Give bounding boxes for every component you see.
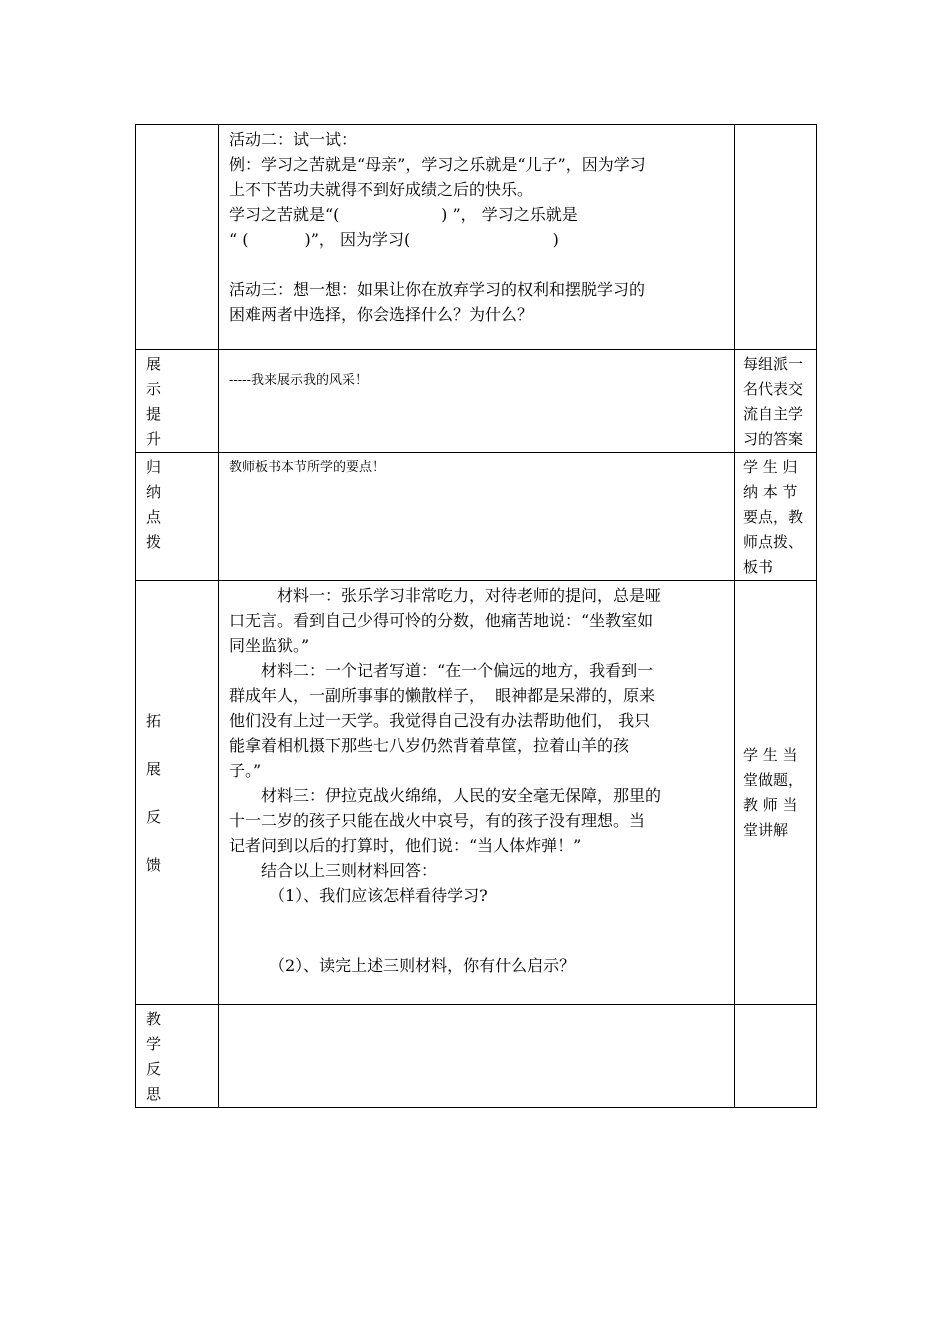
label-char: 反 (146, 807, 162, 826)
display-note-cell (735, 350, 817, 453)
note-line: 堂做题， (743, 770, 804, 789)
material3-line: 材料三：伊拉克战火绵绵，人民的安全毫无保障，那里的 (261, 786, 662, 805)
label-char: 示 (146, 380, 162, 398)
note-line: 习的答案 (743, 430, 804, 448)
note-line: 学 生 归 (743, 458, 798, 476)
summary-row (136, 453, 817, 581)
label-char: 归 (146, 458, 162, 476)
label-char: 拓 (146, 711, 162, 730)
summary-text: 教师板书本节所学的要点！ (229, 460, 386, 475)
example-line: 上不下苦功夫就得不到好成绩之后的快乐。 (229, 180, 534, 199)
note-line: 师点拨、 (743, 533, 804, 551)
example-line: 例：学习之苦就是“母亲”，学习之乐就是“儿子”，因为学习 (229, 155, 646, 174)
material2-line: 群成年人，一副所事事的懒散样子， 眼神都是呆滞的，原来 (229, 686, 656, 705)
extension-note-cell (735, 581, 817, 1005)
label-char: 点 (146, 508, 162, 526)
note-line: 流自主学 (743, 405, 804, 423)
label-char: 教 (146, 1010, 162, 1028)
label-char: 升 (146, 430, 162, 448)
material1-line: 同坐监狱。” (229, 636, 310, 655)
question-2: （2）、读完上述三则材料，你有什么启示？ (269, 956, 576, 975)
reflection-note-cell (735, 1005, 817, 1108)
reflection-label-cell (136, 1005, 219, 1108)
note-line: 纳 本 节 (743, 483, 798, 501)
material3-line: 记者问到以后的打算时，他们说：“当人体炸弹！” (229, 836, 582, 855)
question-1: （1）、我们应该怎样看待学习? (269, 886, 488, 905)
note-line: 要点，教 (743, 508, 804, 526)
activity-row (136, 125, 817, 350)
activity-content-cell (219, 125, 735, 350)
label-char: 纳 (146, 483, 162, 501)
reflection-row (136, 1005, 817, 1108)
note-line: 教 师 当 (743, 795, 798, 814)
note-line: 堂讲解 (743, 820, 789, 839)
summary-label-cell (136, 453, 219, 581)
fill-blank-line: “ ( )”， 因为学习( ) (229, 230, 559, 249)
answer-prompt: 结合以上三则材料回答： (261, 861, 438, 880)
lesson-plan-table (135, 124, 817, 1108)
material1-line: 材料一：张乐学习非常吃力，对待老师的提问，总是哑 (277, 586, 662, 605)
label-char: 馈 (146, 855, 162, 874)
activity-label-cell (136, 125, 219, 350)
display-content-cell (219, 350, 735, 453)
label-char: 拨 (146, 533, 162, 551)
summary-note-cell (735, 453, 817, 581)
extension-content-cell (219, 581, 735, 1005)
activity2-title: 活动二：试一试： (229, 130, 358, 149)
note-line: 板书 (743, 558, 774, 576)
summary-content-cell (219, 453, 735, 581)
material2-line: 子。” (229, 761, 262, 780)
label-char: 学 (146, 1035, 162, 1053)
activity3-line: 困难两者中选择，你会选择什么？为什么？ (229, 305, 534, 324)
fill-blank-line: 学习之苦就是“( ) ”， 学习之乐就是 (229, 205, 578, 224)
label-char: 展 (146, 759, 162, 778)
material2-line: 能拿着相机摄下那些七八岁仍然背着草筐，拉着山羊的孩 (229, 736, 630, 755)
label-char: 反 (146, 1060, 162, 1078)
label-char: 思 (146, 1085, 162, 1103)
material2-line: 材料二：一个记者写道：“在一个偏远的地方，我看到一 (261, 661, 654, 680)
note-line: 学 生 当 (743, 745, 798, 764)
label-char: 提 (146, 405, 162, 423)
material3-line: 十一二岁的孩子只能在战火中哀号，有的孩子没有理想。当 (229, 811, 646, 830)
extension-row (136, 581, 817, 1005)
activity3-line: 活动三：想一想：如果让你在放弃学习的权利和摆脱学习的 (229, 280, 646, 299)
label-char: 展 (146, 355, 162, 373)
display-text: -----我来展示我的风采！ (229, 373, 368, 388)
note-line: 每组派一 (743, 355, 804, 373)
material2-line: 他们没有上过一天学。我觉得自己没有办法帮助他们， 我只 (229, 711, 651, 730)
extension-label-cell (136, 581, 219, 1005)
activity-note-cell (735, 125, 817, 350)
display-row (136, 350, 817, 453)
material1-line: 口无言。看到自己少得可怜的分数，他痛苦地说：“坐教室如 (229, 611, 654, 630)
display-label-cell (136, 350, 219, 453)
reflection-content-cell (219, 1005, 735, 1108)
note-line: 名代表交 (743, 380, 804, 398)
